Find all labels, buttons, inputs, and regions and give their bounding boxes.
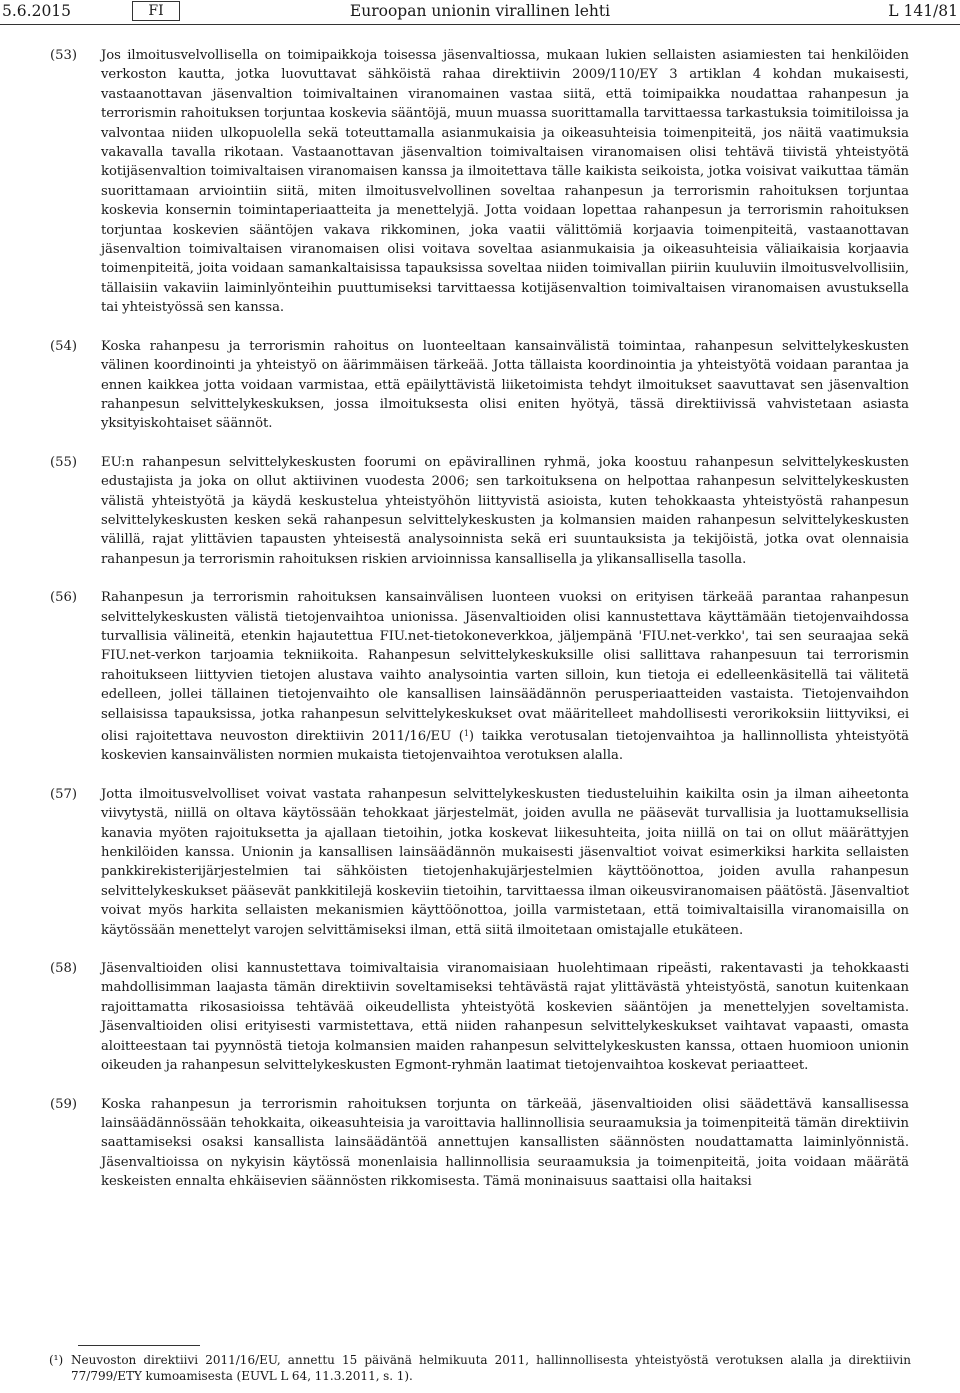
- page-number: L 141/81: [888, 2, 958, 20]
- footnote-reference[interactable]: 1: [463, 729, 469, 738]
- recital-number: (59): [50, 1096, 78, 1112]
- footnote-mark: (¹): [49, 1353, 64, 1367]
- footnote: [49, 1352, 911, 1384]
- recital-53: [0, 46, 960, 318]
- recital-number: (53): [50, 48, 78, 63]
- recital-text: [101, 588, 909, 766]
- recital-number: (54): [50, 338, 78, 354]
- recital-54: [0, 337, 960, 434]
- recital-text: Jotta ilmoitusvelvolliset voivat vastata rahanpesun selvittelykeskusten tiedusteluihin kaikilta osin ja ilman aiheetonta viivytystä, niillä on oltava käytössään tehokkaat järjestelmät, joiden avulla ne pääsevät turvallisia ja luottamuksellisia kanavia myöten rajoituksetta ja ajallaan tietoihin, jotka koskevat liikesuhteita, joita niillä on tai on ollut määrättyjen henkilöiden kanssa. Unionin ja kansallisen lainsäädännön mukaisesti jäsenvaltiot voivat esimerkiksi harkita sellaisten pankkirekisterijärjestelmien tai sähköisten tietojenhakujärjestelmien käyttöönottoa, joiden avulla rahanpesun selvittelykeskukset pääsevät pankkitilejä koskeviin tietoihin, tarvittaessa ilman oikeusviranomaisen päätöstä. Jäsenvaltiot voivat myös harkita sellaisten mekanismien käyttöönottoa, joilla varmistetaan, että toimivaltaisilla viranomaisilla on käytössään menettelyt varojen selvittämiseksi ilman, että siitä ilmoitetaan omistajalle etukäteen.: [101, 786, 909, 938]
- page-header: [0, 0, 960, 25]
- recital-text: Jäsenvaltioiden olisi kannustettava toimivaltaisia viranomaisiaan huolehtimaan ripeästi, rakentavasti ja tehokkaasti mahdollisimman laajasta tämän direktiivin soveltamiseksi tehtävästä rajat ylittävästä yhteistyöstä, sanotun kuitenkaan rajoittamatta rikosasioissa tehtävää oikeudellista yhteistyötä koskevien sääntöjen ja menettelyjen soveltamista. Jäsenvaltioiden olisi erityisesti varmistettava, että niiden rahanpesun selvittelykeskukset vaihtavat vapaasti, omasta aloitteestaan tai pyynnöstä tietoja kolmansien maiden rahanpesun selvittelykeskusten kanssa, ottaen huomioon unionin oikeuden ja rahanpesun selvittelykeskusten Egmont-ryhmän laatimat tietojenvaihtoa koskevat periaatteet.: [101, 961, 909, 1074]
- header-date: 5.6.2015: [2, 2, 72, 20]
- recital-text-part: Rahanpesun ja terrorismin rahoituksen kansainvälisen luonteen vuoksi on erityisen tärkeää parantaa rahanpesun selvittelykeskusten välistä tietojenvaihtoa unionissa. Jäsenvaltioiden olisi kannustettava käyttämään tietojenvaihdossa turvallisia välineitä, etenkin hajautettua FIU.net-tietokoneverkkoa, jäljempänä 'FIU.net-verkko', tai sen seuraajaa sekä FIU.net-verkon tarjoamia tekniikoita. Rahanpesun selvittelykeskuksille olisi sallittava rahanpesuun tai terrorismin rahoitukseen liittyvien tietojen alustava vaihto analysointia varten silloin, kun tietoja ei edelleenkäsitellä tai välitetä edelleen, jollei tällainen tietojenvaihto ole kansallisen lainsäädännön perusperiaatteiden vastaista. Tietojenvaihdon sellaisissa tapauksissa, jotka rahanpesun selvittelykeskukset ovat määritelleet mahdollisesti verorikoksiin liittyviksi, ei olisi rajoitettava neuvoston direktiivin 2011/16/EU (: [101, 590, 909, 744]
- recital-59: [0, 1095, 960, 1192]
- recital-number: (55): [50, 454, 78, 470]
- recital-55: [0, 453, 960, 569]
- journal-title: Euroopan unionin virallinen lehti: [349, 2, 611, 20]
- recital-text: Jos ilmoitusvelvollisella on toimipaikkoja toisessa jäsenvaltiossa, mukaan lukien sellaisten asiamiesten tai henkilöiden verkoston kautta, jotka luovuttavat sähköistä rahaa direktiivin 2009/110/EY 3 artiklan 4 kohdan mukaisesti, vastaanottavan jäsenvaltion toimivaltainen viranomainen vastaa siitä, että toimipaikka noudattaa rahanpesun ja terrorismin rahoituksen torjuntaa koskevia sääntöjä, muun muassa suorittamalla tarvittaessa tarkastuksia toimitiloissa ja valvontaa niiden ulkopuolella sekä toteuttamalla asianmukaisia ja oikeasuhteisia toimenpiteitä, jos näitä vaatimuksia vakavalla tavalla rikotaan. Vastaanottavan jäsenvaltion toimivaltaisen viranomaisen olisi tehtävä tiivistä yhteistyötä kotijäsenvaltion toimivaltaisen viranomaisen kanssa ja ilmoitettava tälle kaikista seikoista, jotka voisivat vaikuttaa tämän suorittamaan arviointiin siitä, miten ilmoitusvelvollinen soveltaa rahanpesun ja terrorismin rahoituksen torjuntaa koskevia konsernin toimintaperiaatteita ja menettelyjä. Jotta voidaan lopettaa rahanpesun ja terrorismin rahoituksen torjuntaa koskevien sääntöjen vakava rikkominen, joka vaatii välittömiä korjaavia toimenpiteitä, vastaanottavan jäsenvaltion toimivaltaisen viranomaisen olisi voitava soveltaa asianmukaisia ja oikeasuhteisia väliaikaisia korjaavia toimenpiteitä, joita voidaan samankaltaisissa tapauksissa soveltaa niiden toimivallan piiriin kuuluviin ilmoitusvelvollisiin, tällaisiin vakaviin laiminlyönteihin puuttumiseksi tarvittaessa kotijäsenvaltion toimivaltaisen viranomaisen avustuksella tai yhteistyössä sen kanssa.: [101, 48, 909, 316]
- language-badge: FI: [132, 1, 180, 21]
- recital-57: [0, 785, 960, 940]
- recital-text-part: ) taikka verotusalan tietojenvaihtoa ja hallinnollista yhteistyötä koskevien kansainvälisten normien mukaista tietojenvaihtoa verotuksen alalla.: [101, 729, 909, 764]
- recital-number: (56): [50, 590, 78, 606]
- recital-number: (57): [50, 786, 78, 802]
- recital-text: Koska rahanpesu ja terrorismin rahoitus on luonteeltaan kansainvälistä toimintaa, rahanpesun selvittelykeskusten välinen koordinointi ja yhteistyö on äärimmäisen tärkeää. Jotta tällaista koordinointia ja yhteistyötä voidaan parantaa ja ennen kaikkea jotta voidaan varmistaa, että epäilyttävistä liiketoimista tehdyt ilmoitukset saavuttavat sen jäsenvaltion rahanpesun selvittelykeskuksen, jossa ilmoituksesta olisi eniten hyötyä, tässä direktiivissä vahvistetaan asiasta yksityiskohtaiset säännöt.: [101, 338, 909, 432]
- recital-text: Koska rahanpesun ja terrorismin rahoituksen torjunta on tärkeää, jäsenvaltioiden olisi säädettävä kansallisessa lainsäädännössään tehokkaita, oikeasuhteisia ja varoittavia hallinnollisia seuraamuksia ja toimenpiteitä tämän direktiivin saattamiseksi osaksi kansallista lainsäädäntöä annettujen kansallisten säännösten noudattamatta laiminlyönnistä. Jäsenvaltioissa on nykyisin käytössä monenlaisia hallinnollisia seuraamuksia ja toimenpiteitä, joita voidaan määrätä keskeisten ennalta ehkäisevien säännösten rikkomisesta. Tämä moninaisuus saattaisi olla haitaksi: [101, 1096, 909, 1190]
- recital-56: [0, 588, 960, 766]
- recital-text: EU:n rahanpesun selvittelykeskusten foorumi on epävirallinen ryhmä, joka koostuu rahanpesun selvittelykeskusten edustajista ja joka on ollut aktiivinen vuodesta 2006; sen tarkoituksena on helpottaa rahanpesun selvittelykeskusten välistä yhteistyötä ja käydä keskustelua yhteistyöhön liittyvistä asioista, kuten tehokkaasta yhteistyöstä rahanpesun selvittelykeskusten kesken sekä rahanpesun selvittelykeskusten ja kolmansien maiden rahanpesun selvittelykeskusten välillä, rajat ylittävien tapausten yhteisestä analysoinnista sekä eri suuntauksista ja tekijöistä, jotka ovat olennaisia rahanpesun ja terrorismin rahoituksen riskien arvioinnissa kansallisella ja ylikansallisella tasolla.: [101, 454, 909, 567]
- recital-number: (58): [50, 961, 78, 977]
- recital-58: [0, 959, 960, 1075]
- footnote-divider: [78, 1345, 200, 1346]
- footnote-text: Neuvoston direktiivi 2011/16/EU, annettu 15 päivänä helmikuuta 2011, hallinnollisesta yhteistyöstä verotuksen alalla ja direktiivin 77/799/ETY kumoamisesta (EUVL L 64, 11.3.2011, s. 1).: [71, 1353, 911, 1383]
- recitals: [0, 46, 960, 1211]
